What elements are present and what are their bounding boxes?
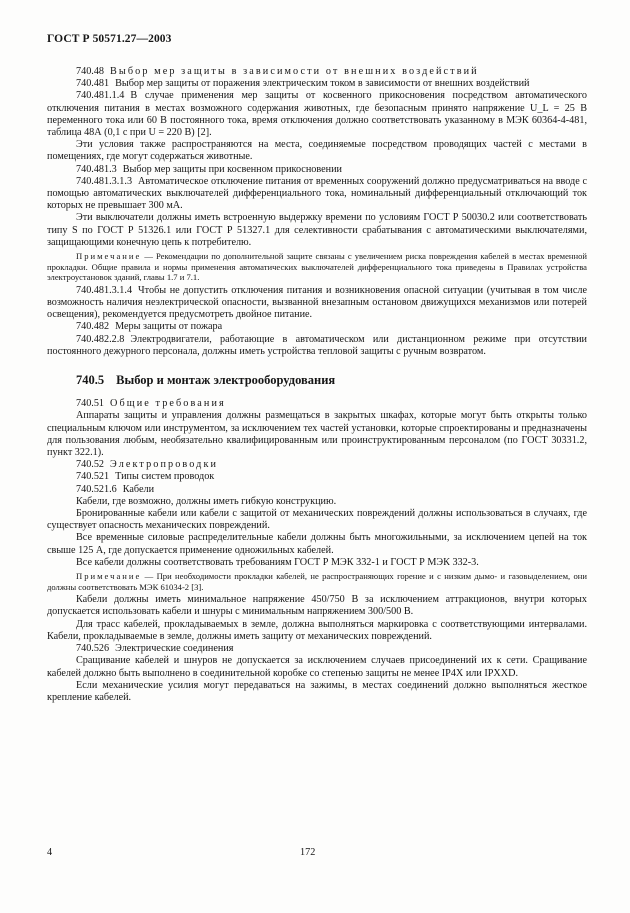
paragraph-flexible: Кабели, где возможно, должны иметь гибкую конструкцию. <box>76 495 337 507</box>
clause-740-482: 740.482 Меры защиты от пожара <box>76 321 223 333</box>
paragraph-switches: Эти выключатели должны иметь встроенную выдержку времени по условиям ГОСТ Р 50030.2 или соответствовать типу S по ГОСТ Р 51326.1 или ГОСТ Р 51327.1 для селективности срабатывания с автоматическими выключателями, защищающими конечную цепь к потребителю. <box>47 212 587 248</box>
paragraph-splicing: Сращивание кабелей и шнуров не допускается за исключением случаев присоединений их к сети. Сращивание кабелей должно быть выполнено в соединительной коробке со степенью защиты не менее IP4X или IPXXD. <box>47 655 587 679</box>
clause-740-52: 740.52 Электропроводки <box>76 459 219 471</box>
clause-740-481-3-1-4: 740.481.3.1.4 Чтобы не допустить отключения питания и возникновения опасной ситуации (учитывая в том числе возможность наличия неэлектрической опасности, вызванной внезапным остановом движущихся механизмов или потерей освещения), рекомендуется предусмотреть двойное питание. <box>47 284 587 321</box>
page-number: 172 <box>300 847 316 858</box>
clause-740-521: 740.521 Типы систем проводок <box>76 471 215 483</box>
clause-740-481: 740.481 Выбор мер защиты от поражения электрическим током в зависимости от внешних воздействий <box>76 78 530 90</box>
paragraph-marking: Для трасс кабелей, прокладываемых в земле, должна выполняться маркировка с соответствующими интервалами. Кабели, прокладываемые в земле, должны иметь защиту от механических повреждений. <box>47 618 587 642</box>
section-heading: 740.5 Выбор и монтаж электрооборудования <box>76 373 336 388</box>
clause-740-481-1-4: 740.481.1.4 В случае применения мер защиты от косвенного прикосновения посредством автоматического отключения питания в местах возможного содержания животных, где безопасным принято напряжение U_L = 25 В переменного тока или 60 В постоянного тока, время отключения должно соответствовать указанному в МЭК 60364-4-481, таблица 48А (0,1 с при U = 220 В) [2]. <box>47 90 587 139</box>
clause-740-481-3-1-3: 740.481.3.1.3 Автоматическое отключение питания от временных сооружений должно предусматриваться на вводе с помощью автоматических выключателей дифференциального тока, номинальный дифференциальный отключающий ток которых не превышает 300 мА. <box>47 175 587 212</box>
paragraph-requirements: Все кабели должны соответствовать требованиям ГОСТ Р МЭК 332-1 и ГОСТ Р МЭК 332-3. <box>76 556 479 568</box>
clause-740-48: 740.48 Выбор мер защиты в зависимости от внешних воздействий <box>76 66 479 77</box>
clause-740-521-6: 740.521.6 Кабели <box>76 483 155 495</box>
paragraph-armored: Бронированные кабели или кабели с защитой от механических повреждений должны использоваться в случаях, где существует опасность механических повреждений. <box>47 508 587 532</box>
document-header: ГОСТ Р 50571.27—2003 <box>47 33 172 45</box>
paragraph-conditions: Эти условия также распространяются на места, соединяемые посредством проводящих частей с местами в помещениях, где могут содержаться животные. <box>47 139 587 163</box>
paragraph-protection-devices: Аппараты защиты и управления должны размещаться в закрытых шкафах, которые могут быть открыты только специальным ключом или инструментом, за исключением тех частей установки, которые спроектированы и предназначены для пользования любым, необязательно квалифицированным или проинструктированным персоналом (по ГОСТ 30331.2, пункт 322.1). <box>47 410 587 459</box>
footer-sheet-number: 4 <box>47 847 53 858</box>
paragraph-voltage: Кабели должны иметь минимальное напряжение 450/750 В за исключением аттракционов, внутри которых допускается использовать кабели и шнуры с минимальным напряжением 300/500 В. <box>47 594 587 618</box>
clause-740-51: 740.51 Общие требования <box>76 398 226 410</box>
note-2: Примечание — При необходимости прокладки кабелей, не распространяющих горение и с низким дымо- и газовыделением, они должны соответствовать МЭК 61034-2 [3]. <box>47 571 587 592</box>
note-1: Примечание — Рекомендации по дополнительной защите связаны с увеличением риска повреждения кабелей в местах временной прокладки. Общие правила и нормы применения автоматических выключателей дифференциального тока приведены в Правилах устройства электроустановок зданий, главы 1.7 и 7.1. <box>47 251 587 283</box>
clause-740-482-2-8: 740.482.2.8 Электродвигатели, работающие в автоматическом или дистанционном режиме при отсутствии постоянного дежурного персонала, должны иметь устройства тепловой защиты с ручным возвратом. <box>47 333 587 357</box>
clause-740-526: 740.526 Электрические соединения <box>76 643 234 655</box>
paragraph-temporary: Все временные силовые распределительные кабели должны быть многожильными, за исключением цепей на ток свыше 125 А, где допускается применение одножильных кабелей. <box>47 532 587 556</box>
clause-740-481-3: 740.481.3 Выбор мер защиты при косвенном прикосновении <box>76 163 342 175</box>
paragraph-fixing: Если механические усилия могут передаваться на зажимы, в местах соединений должно выполняться жесткое крепление кабелей. <box>47 679 587 703</box>
document-body <box>47 66 587 704</box>
